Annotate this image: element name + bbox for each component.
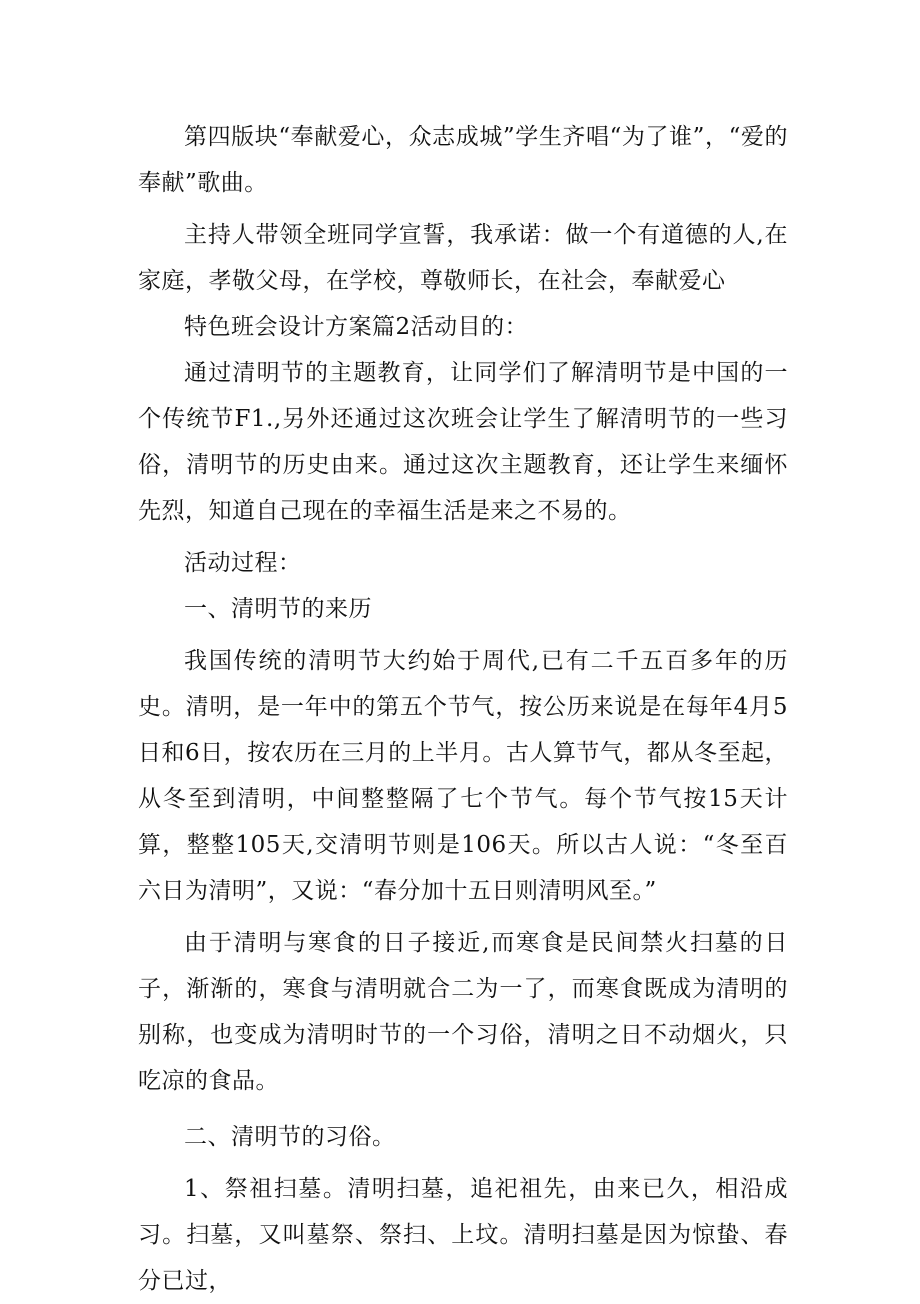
paragraph-section-two-heading: 二、清明节的习俗。 <box>184 1124 396 1150</box>
paragraph-cold-food: 由于清明与寒食的日子接近,而寒食是民间禁火扫墓的日子，渐渐的，寒食与清明就合二为一了，而寒食既成为清明的别称，也变成为清明时节的一个习俗，清明之日不动烟火，只吃凉的食品。 <box>138 930 788 1094</box>
paragraph-section-one-heading: 一、清明节的来历 <box>184 596 372 622</box>
paragraph-tomb-sweeping: 1、祭祖扫墓。清明扫墓，追祀祖先，由来已久，相沿成习。扫墓，又叫墓祭、祭扫、上坟。清明扫墓是因为惊蛰、春分已过， <box>138 1176 788 1294</box>
paragraph-origin: 我国传统的清明节大约始于周代,已有二千五百多年的历史。清明，是一年中的第五个节气，按公历来说是在每年4月5日和6日，按农历在三月的上半月。古人算节气，都从冬至起，从冬至到清明，中间整整隔了七个节气。每个节气按15天计算，整整105天,交清明节则是106天。所以古人说：“冬至百六日为清明”，又说：“春分加十五日则清明风至。” <box>138 648 788 904</box>
paragraph-objective: 通过清明节的主题教育，让同学们了解清明节是中国的一个传统节F1.,另外还通过这次班会让学生了解清明节的一些习俗，清明节的历史由来。通过这次主题教育，还让学生来缅怀先烈，知道自己现在的幸福生活是来之不易的。 <box>138 360 788 524</box>
paragraph-process-heading: 活动过程： <box>184 550 302 576</box>
paragraph-section-four: 第四版块“奉献爱心，众志成城”学生齐唱“为了谁”，“爱的奉献”歌曲。 <box>138 124 788 196</box>
paragraph-oath: 主持人带领全班同学宣誓，我承诺：做一个有道德的人,在家庭，孝敬父母，在学校，尊敬师长，在社会，奉献爱心 <box>138 222 788 294</box>
document-body <box>138 114 788 1304</box>
paragraph-plan-heading: 特色班会设计方案篇2活动目的： <box>184 314 529 340</box>
